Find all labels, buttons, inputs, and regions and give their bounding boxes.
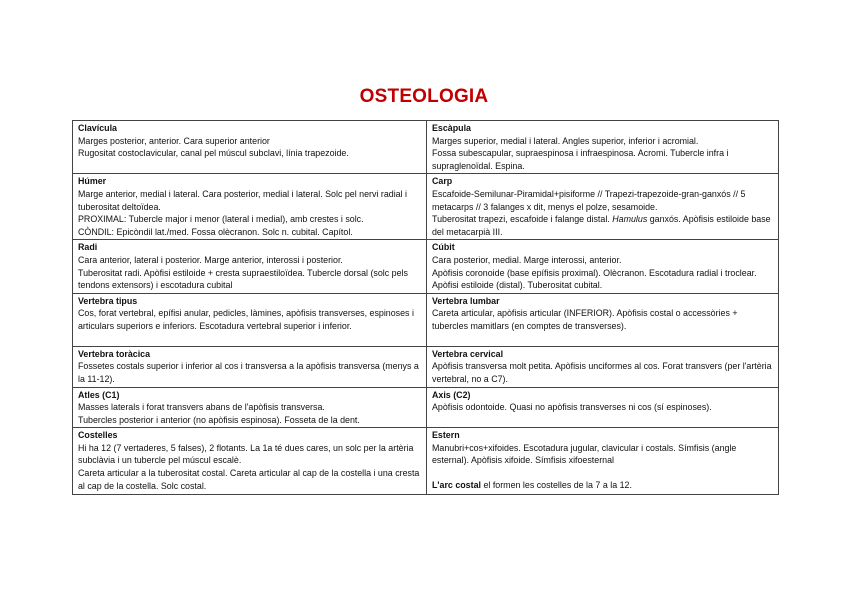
table-row: [73, 346, 779, 387]
cell-title: Cúbit: [432, 242, 455, 253]
cell-line: Marge anterior, medial i lateral. Cara posterior, medial i lateral. Solc pel nervi radial i tuberositat deltoïdea.: [78, 188, 408, 212]
table-row: [73, 121, 779, 174]
table-row: [73, 293, 779, 346]
cell-line: Tuberositat radi. Apòfisi estiloide + cresta supraestiloïdea. Tubercle dorsal (solc pels tendons extensors) i escotadura cubital: [78, 267, 408, 291]
cell-radi: [73, 240, 427, 293]
cell-cubit: [427, 240, 779, 293]
cell-estern: [427, 428, 779, 495]
cell-title: Radi: [78, 242, 98, 253]
cell-costelles: [73, 428, 427, 495]
cell-vertebra-toracica: [73, 346, 427, 387]
cell-clavicula: [73, 121, 427, 174]
table-row: [73, 174, 779, 240]
cell-carp: [427, 174, 779, 240]
cell-title: Axis (C2): [432, 389, 471, 400]
cell-line: Manubri+cos+xifoides. Escotadura jugular, clavicular i costals. Símfisis (angle esternal). Apòfisis xifoide. Símfisis xifoesternal: [432, 442, 737, 466]
cell-line: Cara anterior, lateral i posterior. Marge anterior, interossi i posterior.: [78, 254, 343, 265]
cell-vertebra-cervical: [427, 346, 779, 387]
cell-title: Vertebra lumbar: [432, 295, 500, 306]
cell-line: [432, 213, 774, 238]
cell-line: Cos, forat vertebral, epífisi anular, pedicles, làmines, apòfisis transverses, espinoses i articulars superiors e inferiors. Escotadura vertebral superior i inferior.: [78, 308, 414, 331]
cell-axis: [427, 387, 779, 428]
cell-text: Tuberositat trapezi, escafoide i falange distal.: [432, 214, 610, 225]
table-row: [73, 428, 779, 495]
cell-title: Húmer: [78, 176, 107, 187]
cell-title: Vertebra toràcica: [78, 348, 151, 359]
cell-line: Apòfisis transversa molt petita. Apòfisis unciformes al cos. Forat transvers (per l'artèria vertebral, no a C7).: [432, 361, 772, 384]
cell-line: Hi ha 12 (7 vertaderes, 5 falses), 2 flotants. La 1a té dues cares, un solc per la artèria subclàvia i un tubercle pel múscul escalè.: [78, 442, 414, 466]
cell-vertebra-lumbar: [427, 293, 779, 346]
cell-line: PROXIMAL: Tubercle major i menor (lateral i medial), amb crestes i solc.: [78, 214, 364, 225]
cell-line: Escafoide-Semilunar-Piramidal+pisiforme // Trapezi-trapezoide-gran-ganxós // 5 metacarps // 3 falanges x dit, menys el polze, sesamoide.: [432, 188, 746, 212]
osteology-table: [72, 120, 779, 495]
cell-line: CÒNDIL: Epicòndil lat./med. Fossa olècranon. Solc n. cubital. Capítol.: [78, 226, 353, 237]
cell-line: [432, 479, 774, 492]
cell-line: Rugositat costoclavicular, canal pel múscul subclavi, línia trapezoide.: [78, 148, 349, 159]
cell-line: Marges posterior, anterior. Cara superior anterior: [78, 135, 270, 146]
cell-text-italic: Hamulus: [612, 214, 648, 225]
cell-line: Marges superior, medial i lateral. Angles superior, inferior i acromial.: [432, 135, 699, 146]
cell-line: Tubercles posterior i anterior (no apòfisis espinosa). Fosseta de la dent.: [78, 414, 360, 425]
page-title: OSTEOLOGIA: [359, 86, 489, 107]
cell-line: Masses laterals i forat transvers abans de l'apòfisis transversa.: [78, 402, 325, 413]
cell-line: Apòfisis coronoide (base epífisis proximal). Olècranon. Escotadura radial i troclear. Apòfisi estiloide (distal). Tuberositat cubital.: [432, 267, 757, 291]
cell-line: Cara posterior, medial. Marge interossi, anterior.: [432, 254, 622, 265]
table-row: [73, 240, 779, 293]
table-row: [73, 387, 779, 428]
cell-humer: [73, 174, 427, 240]
cell-line: Apòfisis odontoide. Quasi no apòfisis transverses ni cos (sí espinoses).: [432, 402, 712, 413]
cell-line: Careta articular, apòfisis articular (INFERIOR). Apòfisis costal o accessòries + tubercles mamitlars (en comptes de transverses).: [432, 308, 738, 331]
cell-title: Atles (C1): [78, 389, 120, 400]
cell-title: Escàpula: [432, 123, 471, 133]
cell-line: Careta articular a la tuberositat costal. Careta articular al cap de la costella i una cresta al cap de la costella. Solc costal.: [78, 468, 420, 491]
line-gap: [432, 467, 774, 479]
cell-title: Clavícula: [78, 123, 117, 133]
cell-line: Fossetes costals superior i inferior al cos i transversa a la apòfisis transversa (menys a la 11-12).: [78, 361, 419, 384]
cell-title: Carp: [432, 176, 453, 187]
cell-title: Vertebra cervical: [432, 348, 504, 359]
cell-title: Estern: [432, 430, 460, 441]
cell-text-bold: L'arc costal: [432, 480, 481, 491]
cell-text: el formen les costelles de la 7 a la 12.: [480, 480, 632, 491]
cell-vertebra-tipus: [73, 293, 427, 346]
cell-title: Vertebra tipus: [78, 295, 138, 306]
cell-atles: [73, 387, 427, 428]
cell-text: ganxós. Apòfisis estiloide base del metacarpià III.: [432, 214, 771, 237]
cell-line: Fossa subescapular, supraespinosa i infraespinosa. Acromi. Tubercle infra i supraglenoïdal. Espina.: [432, 148, 729, 171]
cell-title: Costelles: [78, 430, 118, 441]
cell-escapula: [427, 121, 779, 174]
